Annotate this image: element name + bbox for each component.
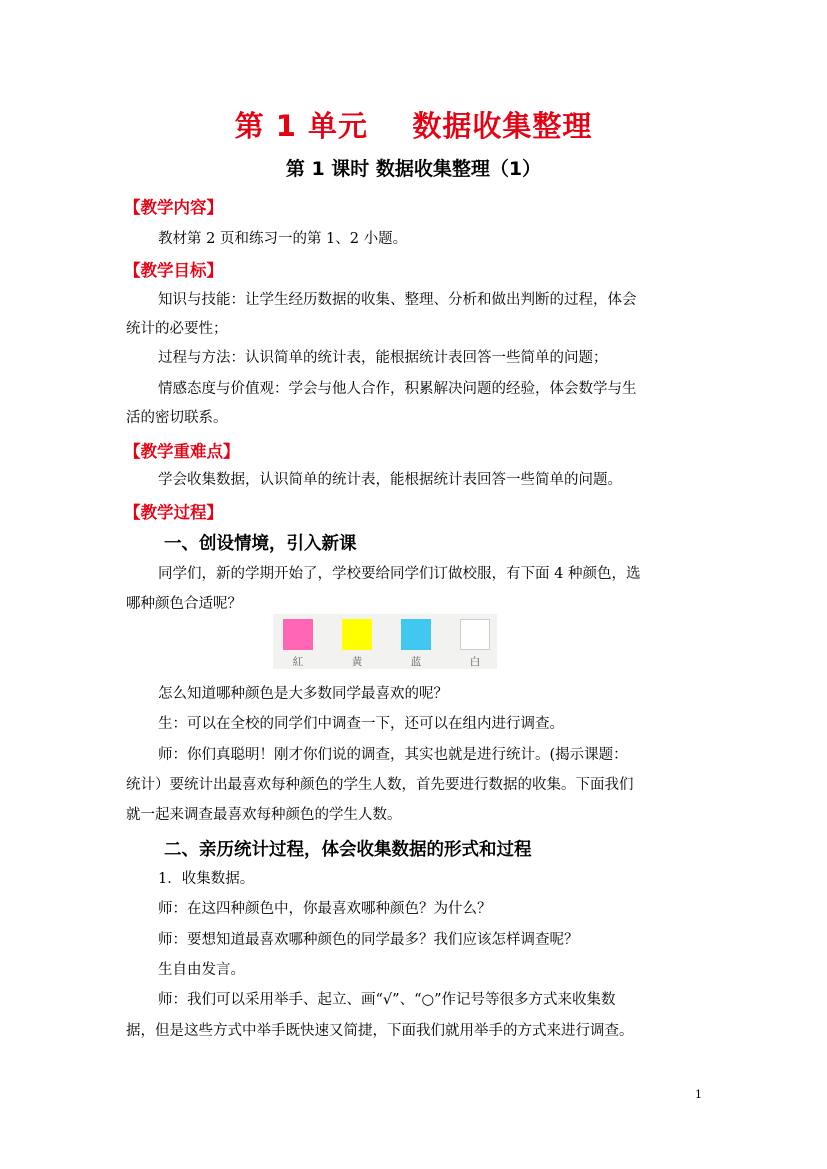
swatch-yellow	[342, 619, 372, 650]
paragraph-line: 据，但是这些方式中举手既快速又简捷，下面我们就用举手的方式来进行调查。	[126, 1023, 634, 1039]
paragraph-line: 就一起来调查最喜欢每种颜色的学生人数。	[126, 807, 402, 823]
paragraph-line: 师：你们真聪明！刚才你们说的调查，其实也就是进行统计。(揭示课题：	[158, 747, 628, 763]
page-number: 1	[695, 1088, 702, 1101]
section-2-title: 二、亲历统计过程，体会收集数据的形式和过程	[164, 840, 532, 860]
paragraph-line: 怎么知道哪种颜色是大多数同学最喜欢的呢？	[158, 686, 448, 702]
heading-teaching-process: 【教学过程】	[124, 503, 223, 522]
goal-line: 活的密切联系。	[126, 410, 228, 426]
swatch-label: 白	[469, 656, 481, 668]
swatch-label: 蓝	[410, 656, 422, 668]
paragraph-line: 师：我们可以采用举手、起立、画“√”、“○”作记号等很多方式来收集数	[158, 992, 616, 1008]
goal-line: 情感态度与价值观：学会与他人合作，积累解决问题的经验，体会数学与生	[158, 381, 637, 397]
heading-teaching-content: 【教学内容】	[124, 198, 223, 217]
swatch-label: 黄	[351, 656, 363, 668]
goal-line: 统计的必要性；	[126, 321, 228, 337]
paragraph-line: 师：要想知道最喜欢哪种颜色的同学最多？我们应该怎样调查呢？	[158, 932, 579, 948]
goal-line: 知识与技能：让学生经历数据的收集、整理、分析和做出判断的过程，体会	[158, 292, 637, 308]
paragraph-line: 生：可以在全校的同学们中调查一下，还可以在组内进行调查。	[158, 716, 564, 732]
swatch-blue	[401, 619, 431, 650]
lesson-title: 第 1 课时 数据收集整理（1）	[285, 158, 542, 180]
paragraph-line: 师：在这四种颜色中，你最喜欢哪种颜色？为什么？	[158, 901, 492, 917]
paragraph-line: 1．收集数据。	[158, 871, 255, 887]
unit-title: 第 1 单元 数据收集整理	[234, 109, 593, 143]
swatch-red	[283, 619, 313, 650]
section-1-title: 一、创设情境，引入新课	[164, 534, 357, 554]
key-text: 学会收集数据，认识简单的统计表，能根据统计表回答一些简单的问题。	[158, 472, 622, 488]
paragraph-line: 生自由发言。	[158, 962, 245, 978]
swatch-white	[460, 619, 490, 650]
heading-key-points: 【教学重难点】	[124, 442, 240, 461]
color-swatch-figure	[273, 614, 497, 669]
paragraph-line: 统计）要统计出最喜欢每种颜色的学生人数，首先要进行数据的收集。下面我们	[126, 777, 634, 793]
paragraph-line: 哪种颜色合适呢？	[126, 596, 242, 612]
swatch-label: 紅	[292, 656, 304, 668]
heading-teaching-goals: 【教学目标】	[124, 261, 223, 280]
paragraph-line: 同学们，新的学期开始了，学校要给同学们订做校服，有下面 4 种颜色，选	[158, 566, 641, 582]
content-text: 教材第 2 页和练习一的第 1、2 小题。	[158, 231, 408, 247]
goal-line: 过程与方法：认识简单的统计表，能根据统计表回答一些简单的问题；	[158, 350, 608, 366]
